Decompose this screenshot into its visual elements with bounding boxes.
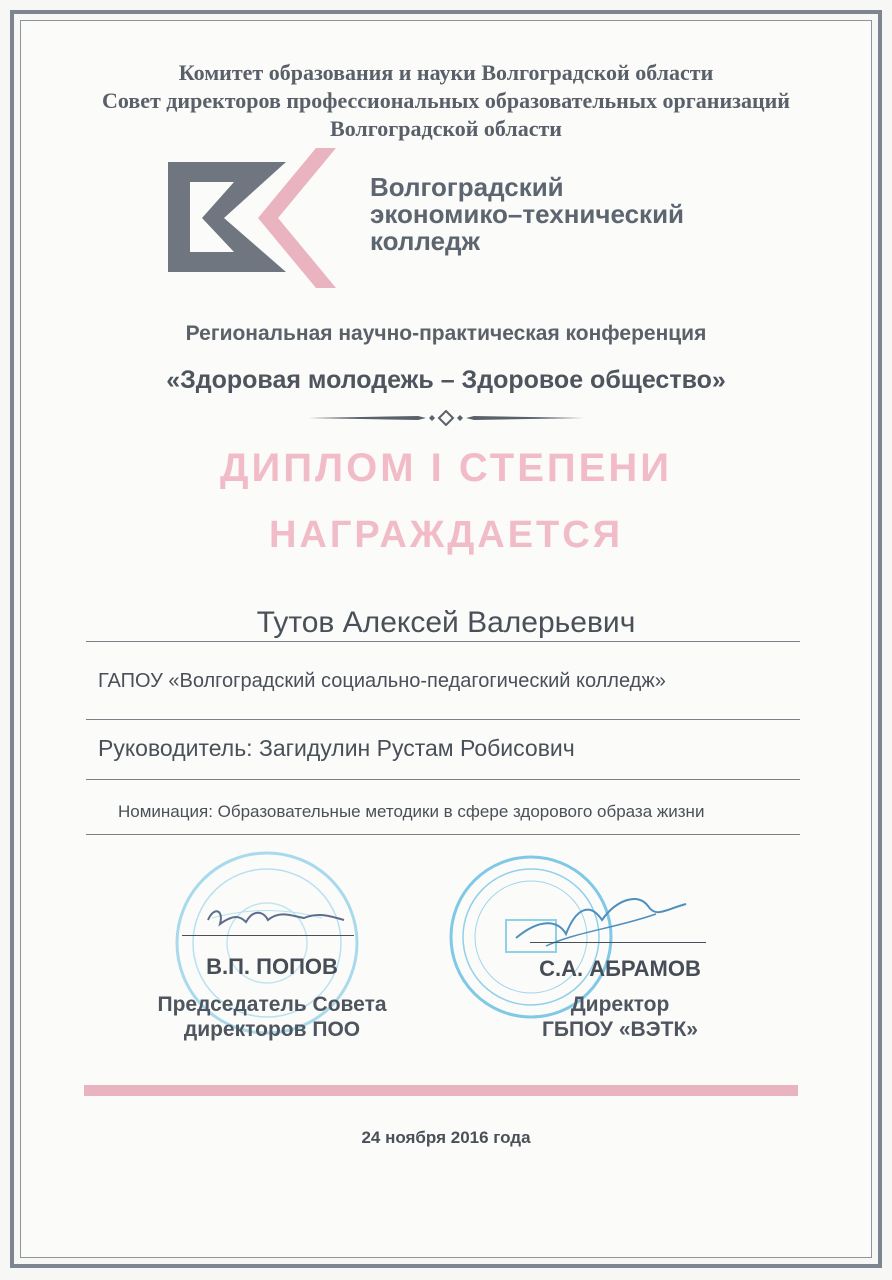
left-signer-role-line-1: Председатель Совета: [157, 993, 387, 1016]
pink-footer-bar: [84, 1085, 798, 1096]
divider-line: [86, 641, 800, 642]
college-name-line-2: экономико–технический: [370, 199, 685, 229]
left-signer-name: В.П. ПОПОВ: [206, 954, 338, 979]
left-signer-role-line-2: директоров ПОО: [183, 1018, 361, 1041]
awarded-label: НАГРАЖДАЕТСЯ: [268, 514, 624, 556]
right-signature-line: [530, 942, 706, 943]
college-name-line-3: колледж: [370, 226, 480, 256]
conference-theme: «Здоровая молодежь – Здоровое общество»: [166, 366, 726, 394]
divider-line: [86, 779, 800, 780]
header-line-2: Совет директоров профессиональных образовательных организаций: [102, 88, 790, 113]
left-signature: [194, 898, 364, 948]
divider-line: [86, 834, 800, 835]
right-signer-role-line-2: ГБПОУ «ВЭТК»: [542, 1018, 698, 1041]
college-name-line-1: Волгоградский: [370, 172, 564, 202]
right-signer-name: С.А. АБРАМОВ: [539, 956, 701, 981]
recipient-organization: ГАПОУ «Волгоградский социально-педагогический колледж»: [98, 670, 666, 692]
divider-line: [86, 719, 800, 720]
right-signer-role: [500, 992, 740, 1042]
right-signer-role-line-1: Директор: [570, 993, 670, 1016]
diploma-title: ДИПЛОМ I СТЕПЕНИ: [220, 446, 672, 490]
header-line-3: Волгоградской области: [330, 116, 562, 141]
college-logo: [168, 148, 348, 293]
left-signer-role: [112, 992, 432, 1042]
header-line-1: Комитет образования и науки Волгоградской области: [178, 60, 714, 85]
nomination: Номинация: Образовательные методики в сфере здорового образа жизни: [118, 802, 705, 821]
supervisor: Руководитель: Загидулин Рустам Робисович: [98, 735, 575, 761]
recipient-name: Тутов Алексей Валерьевич: [256, 606, 636, 639]
issue-date: 24 ноября 2016 года: [361, 1128, 531, 1147]
conference-title: Региональная научно-практическая конференция: [185, 322, 707, 345]
college-name: [370, 174, 684, 255]
left-signature-line: [182, 935, 354, 936]
ornament-divider: [308, 410, 584, 426]
right-signature: [506, 884, 696, 964]
